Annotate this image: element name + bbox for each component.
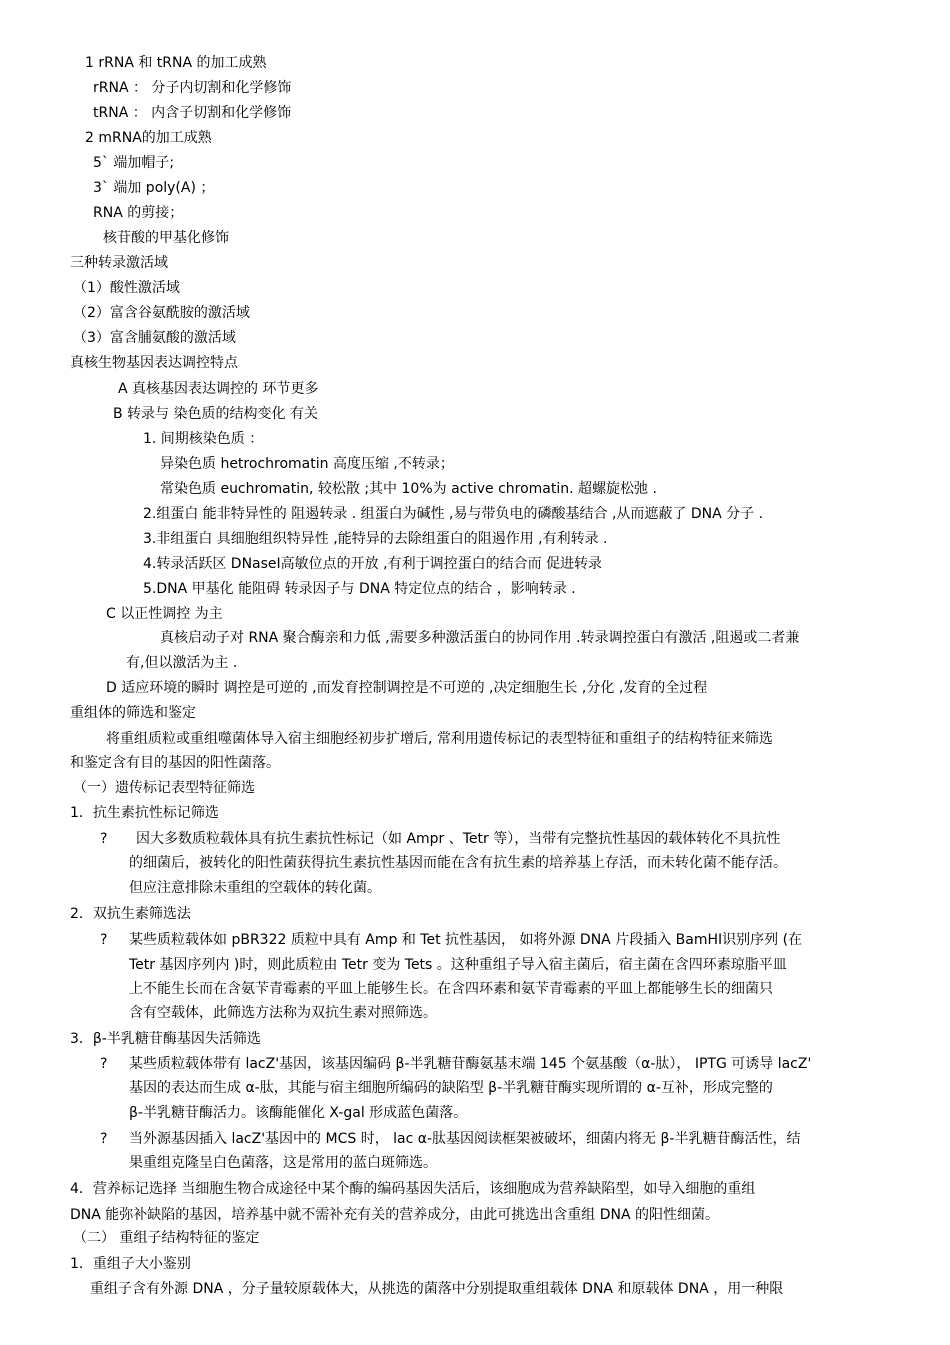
text-line: 含有空载体，此筛选方法称为双抗生素对照筛选。 bbox=[129, 1005, 437, 1021]
text-line: 3` 端加 poly(A) ； bbox=[93, 180, 215, 196]
text-line: DNA 能弥补缺陷的基因，培养基中就不需补充有关的营养成分，由此可挑选出含重组 DNA 的阳性细菌。 bbox=[70, 1207, 720, 1223]
text-line: 某些质粒载体如 pBR322 质粒中具有 Amp 和 Tet 抗性基因， 如将外源 DNA 片段插入 BamHⅠ识别序列 (在 bbox=[129, 932, 803, 948]
text-line: 基因的表达而生成 α-肽，其能与宿主细胞所编码的缺陷型 β-半乳糖苷酶实现所谓的 α-互补，形成完整的 bbox=[129, 1080, 773, 1096]
text-line: rRNA ： 分子内切割和化学修饰 bbox=[93, 80, 292, 96]
subsection-heading: 2．双抗生素筛选法 bbox=[70, 906, 191, 922]
text-line: β-半乳糖苷酶活力。该酶能催化 X-gal 形成蓝色菌落。 bbox=[129, 1105, 468, 1121]
subsection-heading: （一）遗传标记表型特征筛选 bbox=[73, 780, 255, 796]
text-line: 有,但以激活为主 . bbox=[126, 655, 238, 671]
text-line: 的细菌后，被转化的阳性菌获得抗生素抗性基因而能在含有抗生素的培养基上存活，而未转化菌不能存活。 bbox=[129, 855, 787, 871]
text-line: 真核启动子对 RNA 聚合酶亲和力低 ,需要多种激活蛋白的协同作用 .转录调控蛋白有激活 ,阻遏或二者兼 bbox=[160, 630, 800, 646]
text-line: 1 rRNA 和 tRNA 的加工成熟 bbox=[85, 55, 267, 71]
text-line: 4．营养标记选择 当细胞生物合成途径中某个酶的编码基因失活后，该细胞成为营养缺陷型，如导入细胞的重组 bbox=[70, 1181, 756, 1197]
text-line: （3）富含脯氨酸的激活域 bbox=[73, 330, 236, 346]
section-heading: 重组体的筛选和鉴定 bbox=[70, 705, 196, 721]
text-line: 1. 间期核染色质 ： bbox=[143, 431, 264, 447]
text-line: 常染色质 euchromatin, 较松散 ;其中 10%为 active chromatin. 超螺旋松弛 . bbox=[160, 481, 657, 497]
text-line: 异染色质 hetrochromatin 高度压缩 ,不转录； bbox=[160, 456, 454, 472]
text-line: 2 mRNA的加工成熟 bbox=[85, 130, 212, 146]
text-line: 某些质粒载体带有 lacZ'基因，该基因编码 β-半乳糖苷酶氨基末端 145 个氨基酸（α-肽）， IPTG 可诱导 lacZ' bbox=[129, 1056, 812, 1072]
text-line: Tetr 基因序列内 )时，则此质粒由 Tetr 变为 Tets 。这种重组子导入宿主菌后，宿主菌在含四环素琼脂平皿 bbox=[129, 957, 787, 973]
text-line: C 以正性调控 为主 bbox=[106, 606, 223, 622]
subsection-heading: 1．重组子大小鉴别 bbox=[70, 1256, 191, 1272]
bullet-marker: ? bbox=[100, 831, 108, 847]
text-line: B 转录与 染色质的结构变化 有关 bbox=[113, 406, 318, 422]
text-line: 5` 端加帽子; bbox=[93, 155, 175, 171]
section-heading: 三种转录激活域 bbox=[70, 255, 168, 271]
text-line: 因大多数质粒载体具有抗生素抗性标记（如 Ampr 、Tetr 等），当带有完整抗性基因的载体转化不具抗性 bbox=[136, 831, 781, 847]
text-line: A 真核基因表达调控的 环节更多 bbox=[118, 381, 319, 397]
text-line: 2.组蛋白 能非特异性的 阻遏转录 . 组蛋白为碱性 ,易与带负电的磷酸基结合 ,从而遮蔽了 DNA 分子 . bbox=[143, 506, 764, 522]
text-line: 当外源基因插入 lacZ'基因中的 MCS 时， lac α-肽基因阅读框架被破坏，细菌内将无 β-半乳糖苷酶活性，结 bbox=[129, 1131, 801, 1147]
text-line: 5.DNA 甲基化 能阻碍 转录因子与 DNA 特定位点的结合 ，影响转录 . bbox=[143, 581, 576, 597]
text-line: 4.转录活跃区 DNaseⅠ高敏位点的开放 ,有利于调控蛋白的结合而 促进转录 bbox=[143, 556, 603, 572]
subsection-heading: 3．β-半乳糖苷酶基因失活筛选 bbox=[70, 1031, 261, 1047]
text-line: D 适应环境的瞬时 调控是可逆的 ,而发育控制调控是不可逆的 ,决定细胞生长 ,分化 ,发育的全过程 bbox=[106, 680, 708, 696]
bullet-marker: ? bbox=[100, 1056, 108, 1072]
bullet-marker: ? bbox=[100, 932, 108, 948]
text-line: （1）酸性激活域 bbox=[73, 280, 180, 296]
text-line: 核苷酸的甲基化修饰 bbox=[103, 230, 229, 246]
subsection-heading: 1．抗生素抗性标记筛选 bbox=[70, 805, 219, 821]
text-line: 上不能生长而在含氨苄青霉素的平皿上能够生长。在含四环素和氨苄青霉素的平皿上都能够生长的细菌只 bbox=[129, 981, 773, 997]
text-line: 和鉴定含有目的基因的阳性菌落。 bbox=[70, 755, 280, 771]
text-line: 3.非组蛋白 具细胞组织特异性 ,能特异的去除组蛋白的阻遏作用 ,有利转录 . bbox=[143, 531, 608, 547]
text-line: 重组子含有外源 DNA ，分子量较原载体大，从挑选的菌落中分别提取重组载体 DNA 和原载体 DNA ，用一种限 bbox=[90, 1281, 784, 1297]
text-line: 果重组克隆呈白色菌落，这是常用的蓝白斑筛选。 bbox=[129, 1155, 437, 1171]
text-line: 但应注意排除未重组的空载体的转化菌。 bbox=[129, 880, 381, 896]
text-line: （2）富含谷氨酰胺的激活域 bbox=[73, 305, 250, 321]
text-line: RNA 的剪接； bbox=[93, 205, 184, 221]
text-line: 将重组质粒或重组噬菌体导入宿主细胞经初步扩增后, 常利用遗传标记的表型特征和重组子的结构特征来筛选 bbox=[106, 731, 773, 747]
bullet-marker: ? bbox=[100, 1131, 108, 1147]
section-heading: 真核生物基因表达调控特点 bbox=[70, 355, 238, 371]
subsection-heading: （二） 重组子结构特征的鉴定 bbox=[73, 1230, 260, 1246]
text-line: tRNA ： 内含子切割和化学修饰 bbox=[93, 105, 292, 121]
